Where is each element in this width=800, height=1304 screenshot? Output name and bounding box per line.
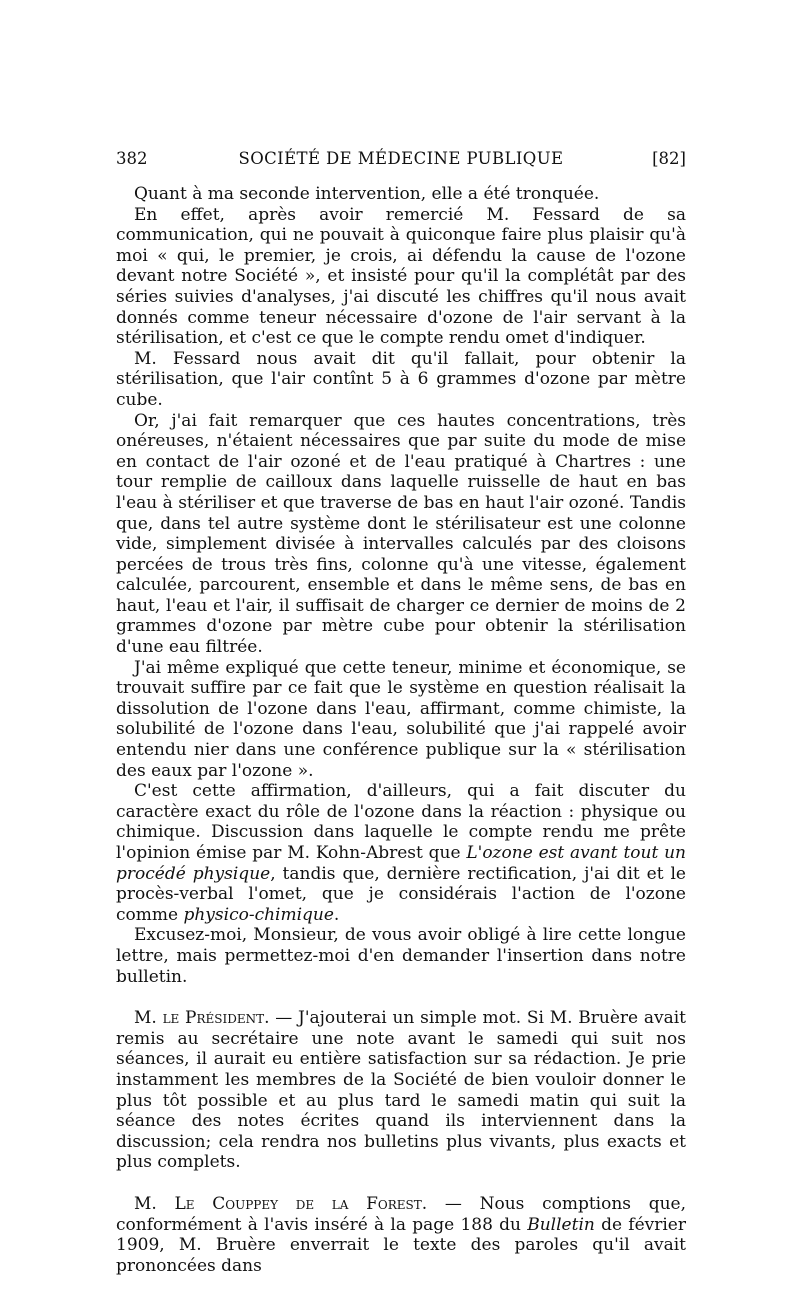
paragraph xyxy=(116,781,686,925)
paragraph xyxy=(116,1194,686,1276)
italic-title: Bulletin xyxy=(527,1214,595,1235)
italic-quote: L'ozone est avant tout un procédé physique xyxy=(116,843,687,884)
paragraph: Or, j'ai fait remarquer que ces hautes concentrations, très onéreuses, n'étaient nécessaires que par suite du mode de mise en contact de l'air ozoné et de l'eau pratiqué à Chartres : une tour remplie de cailloux dans laquelle ruisselle de haut en bas l'eau à stériliser et que traverse de bas en haut l'air ozoné. Tandis que, dans tel autre système dont le stérilisateur est une colonne vide, simplement divisée à intervalles calculés par des cloisons percées de trous très fins, colonne qu'à une vitesse, également calculée, parcourent, ensemble et dans le même sens, de bas en haut, l'eau et l'air, il suffisait de charger ce dernier de moins de 2 grammes d'ozone par mètre cube pour obtenir la stérilisation d'une eau filtrée. xyxy=(116,410,687,658)
speaker-name: M. le Président. xyxy=(134,1008,270,1029)
body-text xyxy=(116,184,686,1276)
bracket-page-number: [82] xyxy=(652,149,686,168)
paragraph xyxy=(116,1008,686,1173)
running-title: SOCIÉTÉ DE MÉDECINE PUBLIQUE xyxy=(238,149,564,168)
paragraph: Excusez-moi, Monsieur, de vous avoir obligé à lire cette longue lettre, mais permettez-moi d'en demander l'insertion dans notre bulletin. xyxy=(116,925,686,987)
paragraph: En effet, après avoir remercié M. Fessard de sa communication, qui ne pouvait à quiconque faire plus plaisir qu'à moi « qui, le premier, je crois, ai défendu la cause de l'ozone devant notre Société », et insisté pour qu'il la complétât par des séries suivies d'analyses, j'ai discuté les chiffres qu'il nous avait donnés comme teneur nécessaire d'ozone de l'air servant à la stérilisation, et c'est ce que le compte rendu omet d'indiquer. xyxy=(116,204,686,349)
paragraph: J'ai même expliqué que cette teneur, minime et économique, se trouvait suffire par ce fait que le système en question réalisait la dissolution de l'ozone dans l'eau, affirmant, comme chimiste, la solubilité de l'ozone dans l'eau, solubilité que j'ai rappelé avoir entendu nier dans une conférence publique sur la « stérilisation des eaux par l'ozone ». xyxy=(116,657,686,781)
paragraph-text: — Nous comptions que, conformément à l'avis inséré à la page 188 du xyxy=(116,1193,686,1235)
paragraph-text: — J'ajouterai un simple mot. Si M. Bruère avait remis au secrétaire une note avant le samedi qui suit nos séances, il aurait eu entière satisfaction sur sa rédaction. Je prie instamment les membres de la Société de bien vouloir donner le plus tôt possible et au plus tard le samedi matin qui suit la séance des notes écrites quand ils interviennent dans la discussion; cela rendra nos bulletins plus vivants, plus exacts et plus complets. xyxy=(116,1008,686,1173)
paragraph-text: C'est cette affirmation, d'ailleurs, qui a fait discuter du caractère exact du rôle de l'ozone dans la réaction : physique ou chimique. Discussion dans laquelle le compte rendu me prête l'opinion émise par M. Kohn-Abrest que xyxy=(116,781,686,863)
paragraph-text: , tandis que, dernière rectification, j'ai dit et le procès-verbal l'omet, que je considérais l'action de l'ozone comme xyxy=(116,863,686,925)
paragraph: M. Fessard nous avait dit qu'il fallait, pour obtenir la stérilisation, que l'air contînt 5 à 6 grammes d'ozone par mètre cube. xyxy=(116,348,686,410)
page-number: 382 xyxy=(116,149,148,168)
running-header xyxy=(116,147,686,171)
italic-term: physico-chimique xyxy=(183,904,334,925)
paragraph-text: de février 1909, M. Bruère enverrait le texte des paroles qu'il avait prononcées dans xyxy=(116,1214,686,1276)
paragraph-text: . xyxy=(333,904,340,925)
speaker-name: M. Le Couppey de la Forest. xyxy=(134,1193,428,1214)
paragraph: Quant à ma seconde intervention, elle a été tronquée. xyxy=(134,184,600,204)
